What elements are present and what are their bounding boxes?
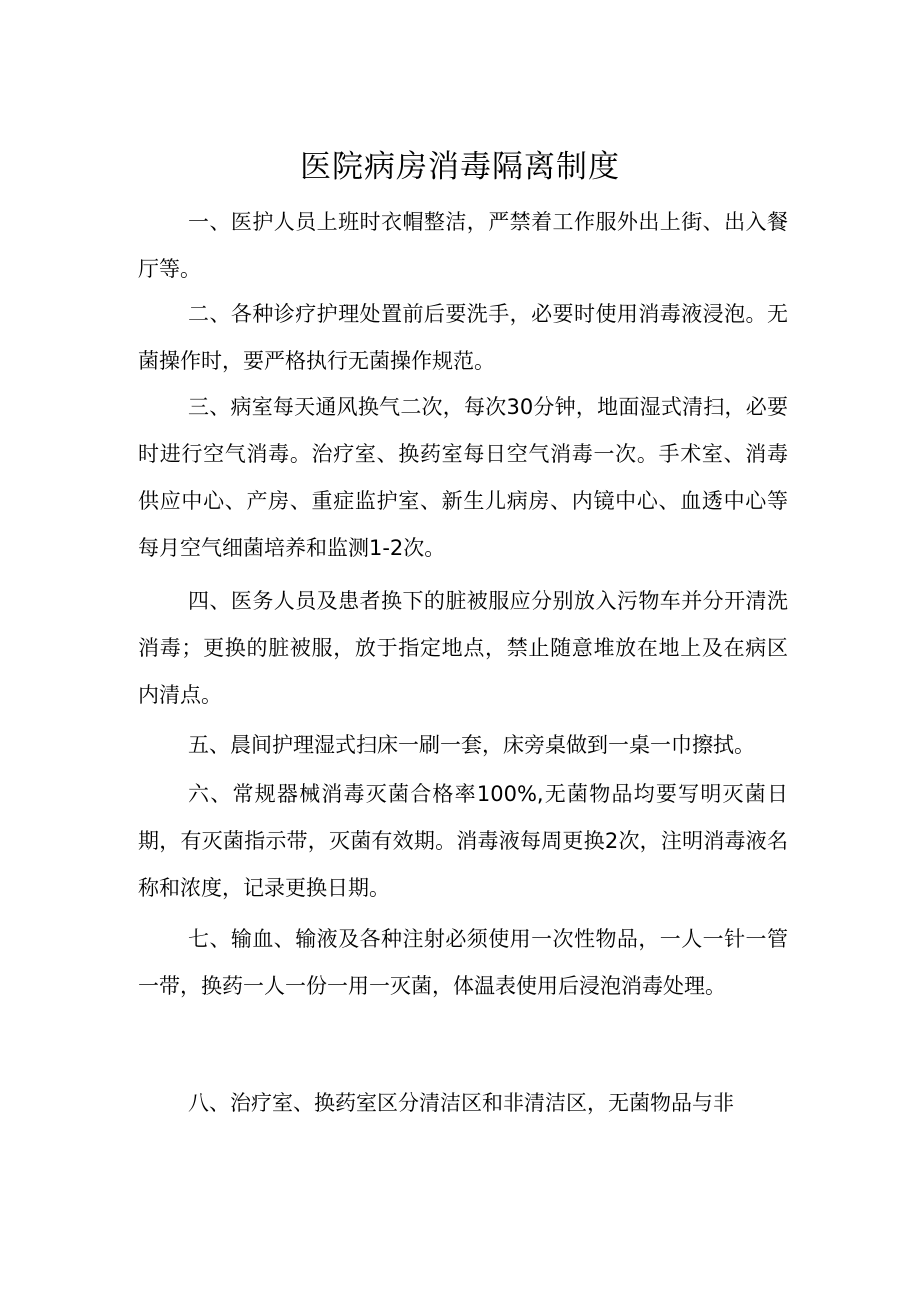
paragraph-1: 一、医护人员上班时衣帽整洁，严禁着工作服外出上街、出入餐厅等。 [138, 210, 788, 281]
paragraph-4: 四、医务人员及患者换下的脏被服应分别放入污物车并分开清洗消毒；更换的脏被服，放于指定地点，禁止随意堆放在地上及在病区内清点。 [138, 589, 788, 707]
paragraph-2: 二、各种诊疗护理处置前后要洗手，必要时使用消毒液浸泡。无菌操作时，要严格执行无菌操作规范。 [138, 302, 788, 373]
paragraph-5: 五、晨间护理湿式扫床一刷一套，床旁桌做到一桌一巾擦拭。 [188, 733, 755, 757]
paragraph-8: 八、治疗室、换药室区分清洁区和非清洁区，无菌物品与非 [188, 1091, 734, 1115]
paragraph-7: 七、输血、输液及各种注射必须使用一次性物品，一人一针一管一带，换药一人一份一用一灭菌，体温表使用后浸泡消毒处理。 [138, 927, 788, 998]
paragraph-3: 三、病室每天通风换气二次，每次30分钟，地面湿式清扫，必要时进行空气消毒。治疗室、换药室每日空气消毒一次。手术室、消毒供应中心、产房、重症监护室、新生儿病房、内镜中心、血透中心等每月空气细菌培养和监测1-2次。 [138, 395, 788, 560]
paragraph-6: 六、常规器械消毒灭菌合格率100%,无菌物品均要写明灭菌日期，有灭菌指示带，灭菌有效期。消毒液每周更换2次，注明消毒液名称和浓度，记录更换日期。 [138, 782, 788, 900]
document-title: 医院病房消毒隔离制度 [300, 148, 620, 185]
